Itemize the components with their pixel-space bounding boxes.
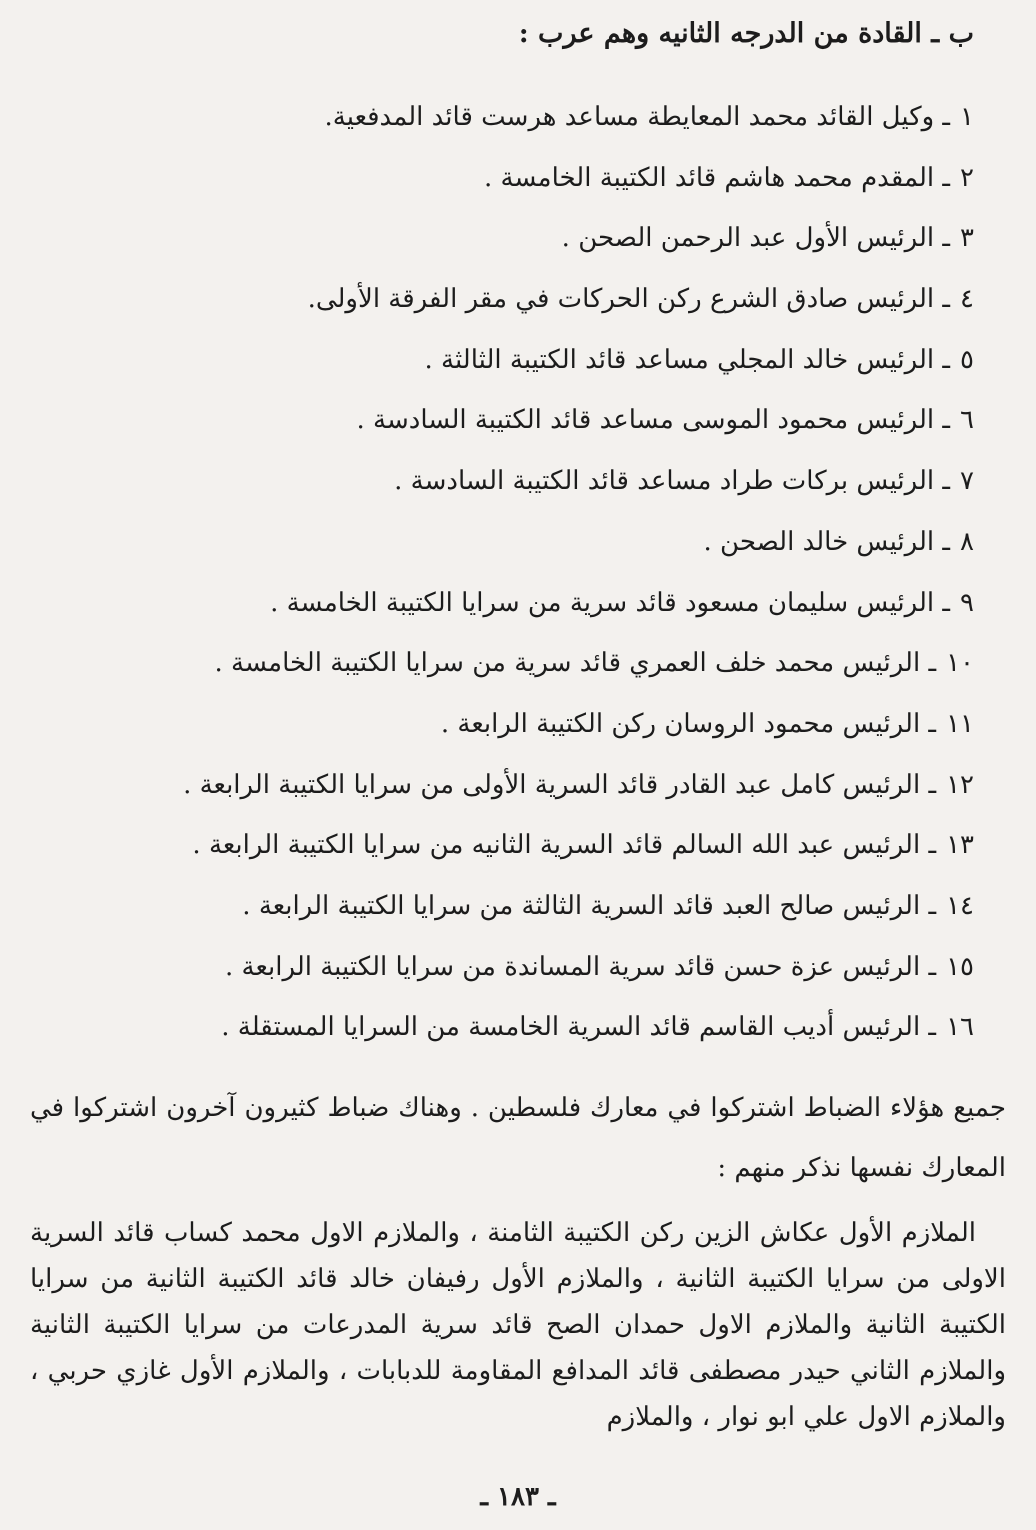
list-item-text: ـ الرئيس صادق الشرع ركن الحركات في مقر الفرقة الأولى. [307, 284, 951, 315]
list-item-text: ـ الرئيس سليمان مسعود قائد سرية من سرايا الكتيبة الخامسة . [270, 587, 951, 618]
list-item-number: ٣ [960, 223, 974, 254]
paragraph-summary: جميع هؤلاء الضباط اشتركوا في معارك فلسطين . وهناك ضباط كثيرون آخرون اشتركوا في المعارك نفسها نذكر منهم : [30, 1093, 1006, 1183]
list-item [183, 395, 974, 456]
list-item-text: ـ المقدم محمد هاشم قائد الكتيبة الخامسة . [483, 162, 951, 193]
list-item-text: ـ الرئيس محمود الروسان ركن الكتيبة الرابعة . [440, 708, 937, 739]
list-item-text: ـ الرئيس أديب القاسم قائد السرية الخامسة من السرايا المستقلة . [221, 1012, 937, 1043]
list-item-number: ١١ [946, 708, 974, 739]
list-item [183, 820, 974, 881]
list-item-text: ـ الرئيس كامل عبد القادر قائد السرية الأولى من سرايا الكتيبة الرابعة . [183, 769, 937, 800]
list-item-number: ١٥ [946, 951, 974, 982]
list-item [183, 92, 974, 153]
list-item [183, 881, 974, 942]
list-item-number: ٤ [960, 284, 974, 315]
list-item [183, 335, 974, 396]
list-item-number: ١٣ [946, 830, 974, 861]
list-item-text: ـ الرئيس محمد خلف العمري قائد سرية من سرايا الكتيبة الخامسة . [214, 648, 937, 679]
list-item-number: ١٠ [946, 648, 974, 679]
list-item [183, 942, 974, 1003]
list-item-number: ١ [960, 102, 974, 132]
list-item-number: ٧ [960, 466, 974, 497]
list-item-text: ـ الرئيس بركات طراد مساعد قائد الكتيبة السادسة . [394, 466, 951, 497]
list-item [183, 699, 974, 760]
list-item-number: ٥ [960, 344, 974, 375]
list-item [183, 760, 974, 821]
list-item-text: ـ الرئيس محمود الموسى مساعد قائد الكتيبة السادسة . [356, 405, 951, 436]
list-item [183, 456, 974, 517]
list-item [183, 638, 974, 699]
list-item-number: ٢ [960, 162, 974, 193]
list-item-text: ـ الرئيس عزة حسن قائد سرية المساندة من سرايا الكتيبة الرابعة . [225, 951, 937, 982]
list-item-number: ١٦ [946, 1012, 974, 1043]
list-item [183, 1002, 974, 1063]
list-item-number: ١٤ [946, 890, 974, 921]
list-item [183, 153, 974, 214]
list-item [183, 517, 974, 578]
list-item-number: ٩ [960, 587, 974, 618]
list-item-text: ـ الرئيس الأول عبد الرحمن الصحن . [561, 223, 951, 254]
list-item-text: ـ الرئيس عبد الله السالم قائد السرية الثانيه من سرايا الكتيبة الرابعة . [192, 830, 937, 861]
list-item-number: ٨ [960, 526, 974, 557]
list-item-text: ـ وكيل القائد محمد المعايطة مساعد هرست قائد المدفعية. [324, 102, 951, 132]
officer-list [183, 92, 974, 1063]
page-number: ـ ١٨٣ ـ [480, 1482, 556, 1512]
list-item-number: ٦ [960, 405, 974, 436]
section-heading: ب ـ القادة من الدرجه الثانيه وهم عرب : [518, 18, 974, 49]
list-item-number: ١٢ [946, 769, 974, 800]
list-item [183, 274, 974, 335]
list-item-text: ـ الرئيس خالد المجلي مساعد قائد الكتيبة الثالثة . [424, 344, 951, 375]
list-item [183, 578, 974, 639]
list-item [183, 213, 974, 274]
list-item-text: ـ الرئيس صالح العبد قائد السرية الثالثة من سرايا الكتيبة الرابعة . [242, 890, 937, 921]
paragraph-officers: الملازم الأول عكاش الزين ركن الكتيبة الثامنة ، والملازم الاول محمد كساب قائد السرية الاولى من سرايا الكتيبة الثانية ، والملازم الأول رفيفان خالد قائد الكتيبة الثانية من سرايا الكتيبة الثانية والملازم الاول حمدان الصح قائد سرية المدرعات من سرايا الكتيبة الثانية والملازم الثاني حيدر مصطفى قائد المدافع المقاومة للدبابات ، والملازم الأول غازي حربي ، والملازم الاول علي ابو نوار ، والملازم [30, 1218, 1006, 1432]
list-item-text: ـ الرئيس خالد الصحن . [703, 526, 951, 557]
